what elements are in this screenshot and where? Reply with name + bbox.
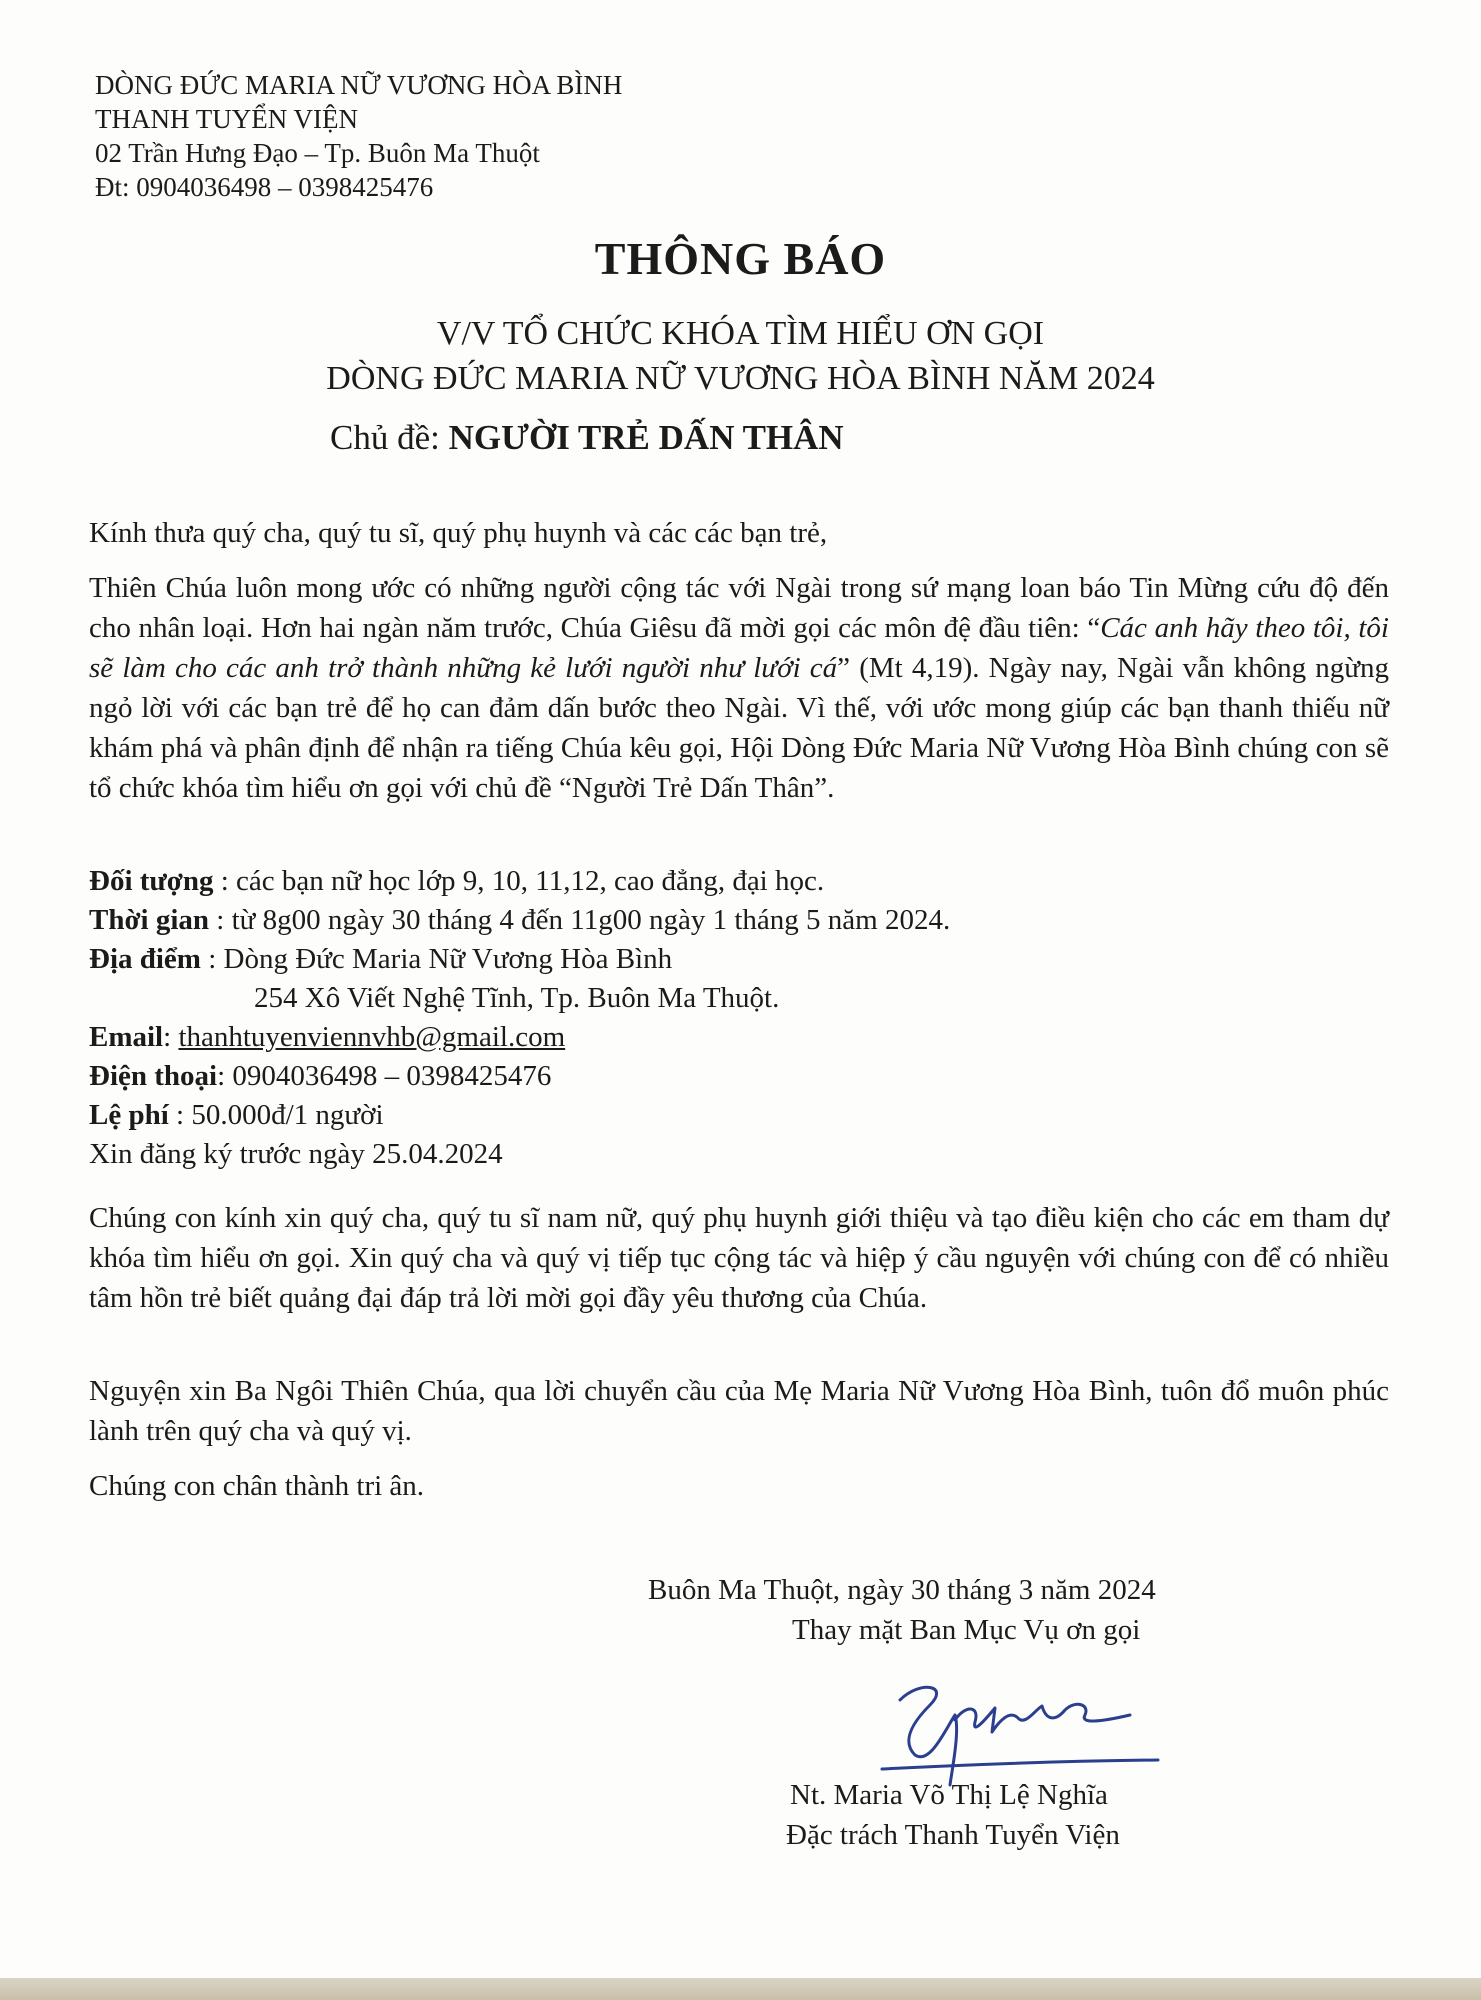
request-paragraph: Chúng con kính xin quý cha, quý tu sĩ nam nữ, quý phụ huynh giới thiệu và tạo điều kiện cho các em tham dự khóa tìm hiểu ơn gọi. Xin quý cha và quý vị tiếp tục cộng tác và hiệp ý cầu nguyện với chúng con để có nhiều tâm hồn trẻ biết quảng đại đáp trả lời mời gọi đầy yêu thương của Chúa.	[89, 1202, 1389, 1314]
org-phone: Đt: 0904036498 – 0398425476	[95, 172, 434, 202]
org-address: 02 Trần Hưng Đạo – Tp. Buôn Ma Thuột	[95, 138, 540, 168]
time-value: : từ 8g00 ngày 30 tháng 4 đến 11g00 ngày 1 tháng 5 năm 2024.	[209, 904, 951, 936]
theme-label: Chủ đề:	[330, 418, 440, 457]
signer-name: Nt. Maria Võ Thị Lệ Nghĩa	[790, 1779, 1108, 1811]
fee-label: Lệ phí	[89, 1099, 169, 1131]
intro-paragraph	[89, 568, 1389, 808]
signer-position: Đặc trách Thanh Tuyển Viện	[786, 1819, 1120, 1851]
fee-row	[89, 1096, 950, 1135]
greeting: Kính thưa quý cha, quý tu sĩ, quý phụ huynh và các các bạn trẻ,	[89, 517, 828, 549]
email-link[interactable]: thanhtuyenviennvhb@gmail.com	[178, 1021, 566, 1053]
time-label: Thời gian	[89, 904, 210, 936]
gospel-quote: Các anh hãy theo tôi, tôi sẽ làm cho các anh trở thành những kẻ lưới người như lưới cá	[89, 612, 1389, 684]
blessing-paragraph: Nguyện xin Ba Ngôi Thiên Chúa, qua lời chuyển cầu của Mẹ Maria Nữ Vương Hòa Bình, tuôn đổ muôn phúc lành trên quý cha và quý vị.	[89, 1375, 1389, 1447]
document-title: THÔNG BÁO	[594, 233, 887, 284]
org-name: DÒNG ĐỨC MARIA NỮ VƯƠNG HÒA BÌNH	[95, 70, 623, 100]
document-subtitle-line2: DÒNG ĐỨC MARIA NỮ VƯƠNG HÒA BÌNH NĂM 2024	[326, 360, 1155, 397]
place-label: Địa điểm	[89, 943, 201, 975]
intro-text-before-quote: Thiên Chúa luôn mong ước có những người cộng tác với Ngài trong sứ mạng loan báo Tin Mừng cứu độ đến cho nhân loại. Hơn hai ngàn năm trước, Chúa Giêsu đã mời gọi các môn đệ đầu tiên: “	[89, 572, 1389, 644]
phone-label: Điện thoại	[89, 1060, 218, 1092]
phone-value: : 0904036498 – 0398425476	[217, 1060, 552, 1092]
registration-deadline: Xin đăng ký trước ngày 25.04.2024	[89, 1138, 503, 1170]
audience-row	[89, 862, 950, 901]
paper-edge	[0, 1978, 1481, 2000]
audience-label: Đối tượng	[89, 865, 214, 897]
email-row	[89, 1018, 950, 1057]
fee-value: : 50.000đ/1 người	[168, 1099, 384, 1131]
org-unit: THANH TUYỂN VIỆN	[95, 104, 358, 134]
document-subtitle-line1: V/V TỔ CHỨC KHÓA TÌM HIỂU ƠN GỌI	[436, 315, 1045, 352]
event-details	[89, 862, 950, 1174]
audience-value: : các bạn nữ học lớp 9, 10, 11,12, cao đẳng, đại học.	[213, 865, 825, 897]
phone-row	[89, 1057, 950, 1096]
time-row	[89, 901, 950, 940]
place-row	[89, 940, 950, 979]
place-value: : Dòng Đức Maria Nữ Vương Hòa Bình	[200, 943, 673, 975]
signing-date: Buôn Ma Thuột, ngày 30 tháng 3 năm 2024	[648, 1574, 1156, 1606]
place-address: 254 Xô Viết Nghệ Tĩnh, Tp. Buôn Ma Thuột.	[254, 982, 780, 1014]
email-label: Email	[89, 1021, 164, 1053]
email-separator: :	[163, 1021, 179, 1053]
signer-role: Thay mặt Ban Mục Vụ ơn gọi	[792, 1614, 1141, 1646]
organization-header	[95, 68, 622, 204]
intro-text-after-quote: ” (Mt 4,19). Ngày nay, Ngài vẫn không ngừng ngỏ lời với các bạn trẻ để họ can đảm dấn bước theo Ngài. Vì thế, với ước mong giúp các bạn thanh thiếu nữ khám phá và phân định để nhận ra tiếng Chúa kêu gọi, Hội Dòng Đức Maria Nữ Vương Hòa Bình chúng con sẽ tổ chức khóa tìm hiểu ơn gọi với chủ đề “Người Trẻ Dấn Thân”.	[89, 652, 1389, 804]
signature-underline	[880, 1757, 1160, 1773]
theme-value: NGƯỜI TRẺ DẤN THÂN	[448, 418, 844, 457]
thanks-paragraph: Chúng con chân thành tri ân.	[89, 1470, 425, 1502]
theme-line	[330, 418, 844, 458]
